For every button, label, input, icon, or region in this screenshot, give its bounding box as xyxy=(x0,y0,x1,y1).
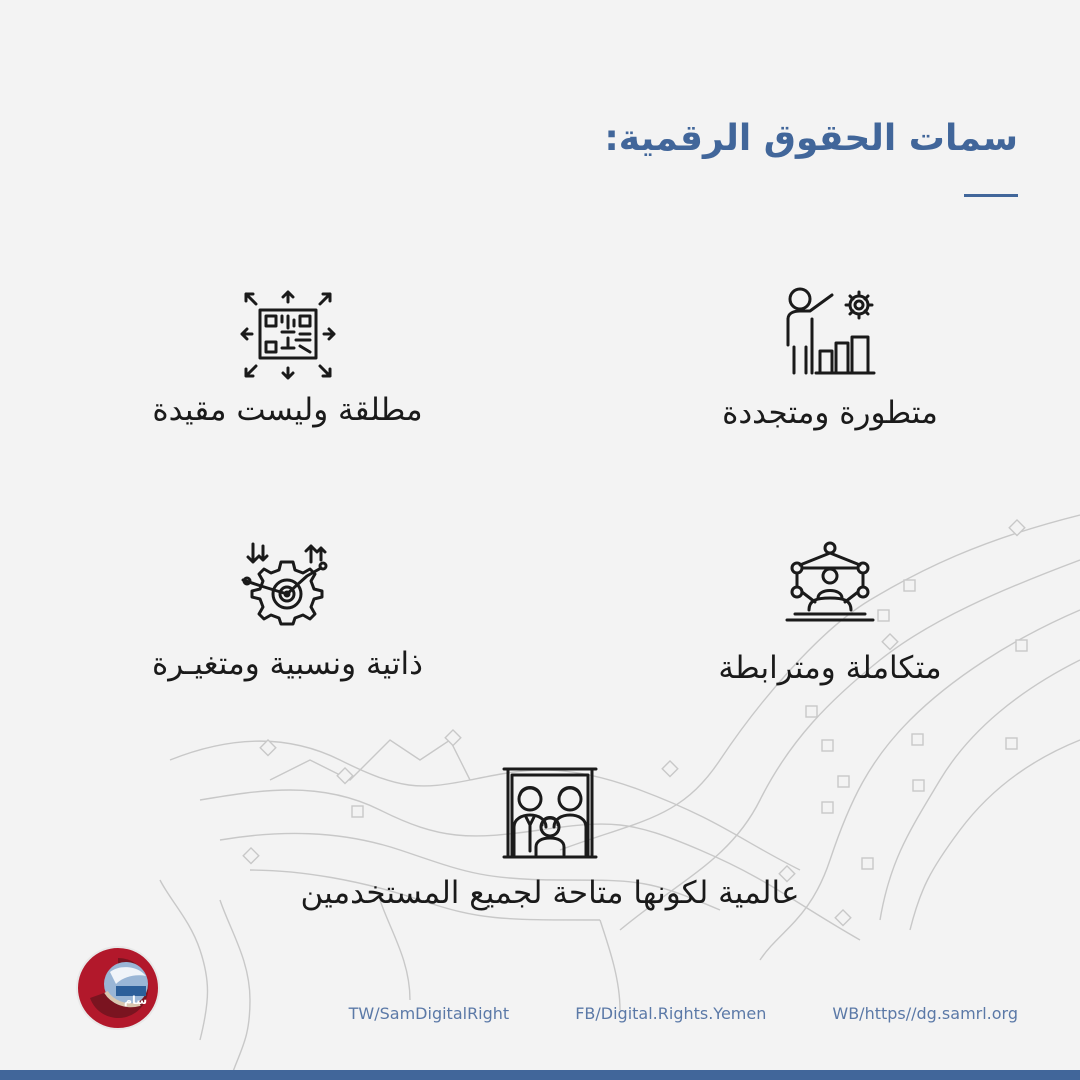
qr-expand-icon xyxy=(95,290,480,380)
feature-evolving xyxy=(640,285,1020,431)
feature-label: مطلقة وليست مقيدة xyxy=(152,392,423,428)
website-link[interactable]: WB/https//dg.samrl.org xyxy=(832,1004,1018,1023)
bottom-bar xyxy=(0,1070,1080,1080)
twitter-link[interactable]: TW/SamDigitalRight xyxy=(348,1004,510,1023)
organization-logo xyxy=(76,946,160,1030)
facebook-link[interactable]: FB/Digital.Rights.Yemen xyxy=(575,1004,767,1023)
feature-label: ذاتية ونسبية ومتغيـرة xyxy=(152,646,423,682)
feature-integrated xyxy=(640,540,1020,686)
feature-label: متطورة ومتجددة xyxy=(722,395,938,431)
feature-label: متكاملة ومترابطة xyxy=(718,650,942,686)
footer-links xyxy=(349,1004,1018,1023)
title-underline xyxy=(964,194,1018,197)
feature-universal xyxy=(200,765,900,911)
feature-absolute xyxy=(95,290,480,428)
feature-subjective xyxy=(95,540,480,682)
page-title: سمات الحقوق الرقمية: xyxy=(604,118,1018,159)
network-user-icon xyxy=(640,540,1020,626)
feature-label: عالمية لكونها متاحة لجميع المستخدمين xyxy=(300,875,800,911)
users-group-icon xyxy=(200,765,900,861)
logo-text: سام xyxy=(124,994,148,1007)
presenter-growth-icon xyxy=(640,285,1020,377)
gear-target-icon xyxy=(95,540,480,630)
